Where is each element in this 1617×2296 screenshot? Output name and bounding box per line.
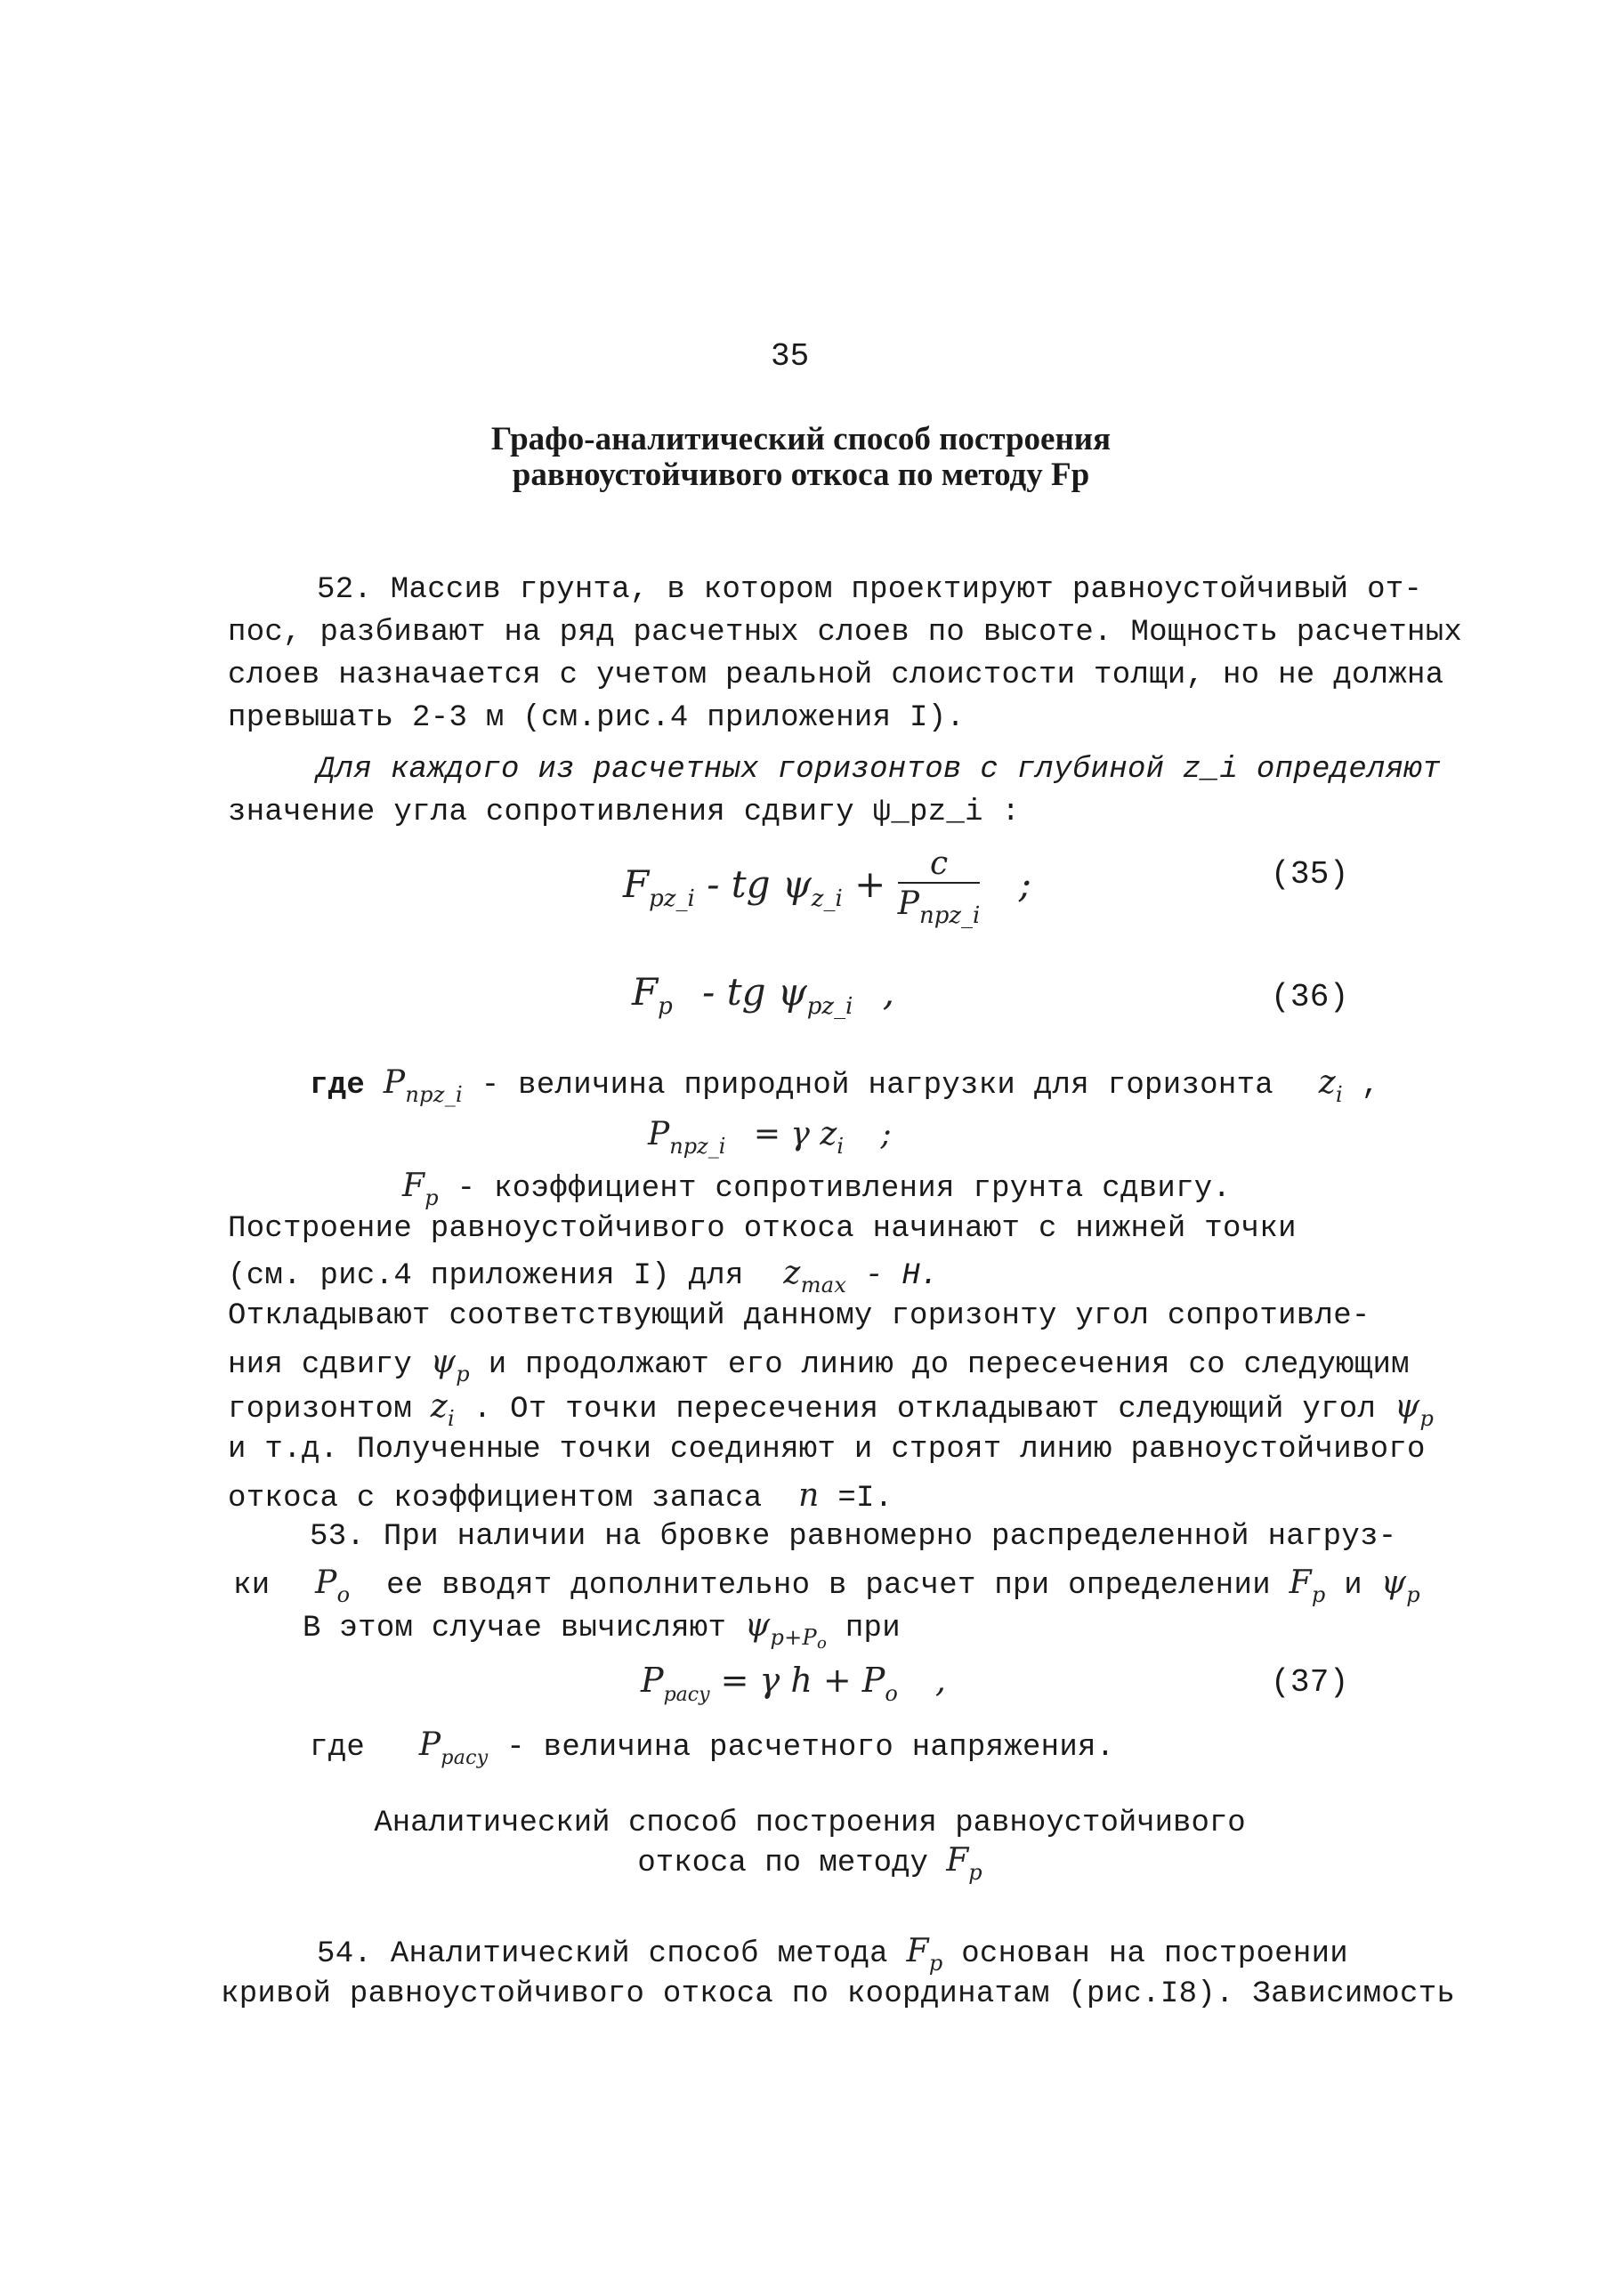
eq35-end: ; [1018,862,1031,906]
laying-line-5b: =I. [837,1482,893,1516]
paragraph-52-line-3: слоев назначается с учетом реальной слоистости толщи, но не должна [228,659,1444,692]
eq35-frac-den: P [897,885,919,922]
paragraph-53-line-2c: и [1344,1569,1363,1603]
equation-36-number: (36) [1271,979,1349,1015]
eq35-lhs-sub: pz_i [649,885,695,912]
paragraph-53-line-3 [303,1607,901,1653]
laying-line-5 [228,1477,893,1516]
laying-line-2b: и продолжают его линию до пересечения со следующим [488,1348,1410,1382]
equation-35-number: (35) [1271,856,1349,893]
construction-line-1: Построение равноустойчивого откоса начинают с нижней точки [228,1212,1297,1246]
eq36-end: , [882,970,895,1014]
p53-po-sub: o [336,1582,351,1607]
eq35-frac-num: c [898,845,981,884]
section-title-line-2: равноустойчивого откоса по методу Fp [512,457,1090,493]
where-label: где [310,1069,366,1103]
laying-line-3 [228,1388,1434,1431]
p53-po: P [315,1564,337,1601]
laying-psi-2-sub: p [1419,1406,1435,1431]
eq35-rhs: - tg ψ [707,862,812,906]
where-line-3 [310,1726,1114,1769]
page-number: 35 [771,338,810,375]
where3-sym: P [418,1726,441,1763]
section-2-title-line-1: Аналитический способ построения равноустойчивого [374,1807,1246,1840]
eq36-rhs: - tg ψ [702,970,807,1014]
section-2-title-line-2 [320,1842,1299,1885]
laying-psi: ψ [430,1344,457,1380]
where1-comma: , [1361,1069,1380,1103]
zmax-rest: - H. [864,1259,939,1293]
laying-line-1: Откладывают соответствующий данному горизонту угол сопротивле- [228,1299,1370,1333]
eq35-fraction [898,845,981,929]
paragraph-54-line-1a: 54. Аналитический способ метода [317,1937,888,1971]
p53-fp-sub: p [1311,1582,1326,1607]
paragraph-53-line-2a: ки [233,1569,271,1603]
where2-sym-sub: p [424,1185,439,1210]
safety-n: n [798,1477,820,1514]
where1-text: - величина природной нагрузки для горизонта [481,1069,1273,1103]
section-title-line-1: Графо-аналитический способ построения [490,421,1112,457]
eq35-lhs: F [623,862,650,906]
construction-line-2 [228,1255,939,1298]
construction-line-2-text: (см. рис.4 приложения I) для [228,1259,744,1293]
laying-psi-2: ψ [1394,1388,1420,1425]
paragraph-52-line-4: превышать 2-3 м (см.рис.4 приложения I). [228,701,966,735]
eq37-lhs: P [641,1661,664,1700]
where1-sym-sub: npz_i [405,1082,464,1107]
p53-psi: ψ [1380,1564,1407,1601]
eq37-lhs-sub: pacy [663,1684,710,1706]
paragraph-53-line-2b: ее вводят дополнительно в расчет при определении [386,1569,1271,1603]
eq37-rhs: = γ h + P [720,1661,885,1700]
equation-35 [623,845,1031,929]
eq36-lhs: F [632,970,659,1014]
p53-fp: F [1289,1564,1312,1601]
laying-z-sub: i [448,1406,456,1431]
eq36-lhs-sub: p [658,993,673,1020]
where2-sym: F [402,1168,425,1204]
laying-z: z [430,1388,449,1425]
eqpn-end: ; [880,1116,892,1152]
laying-line-2 [228,1344,1410,1386]
equation-37 [641,1661,946,1706]
where1-z-sub: i [1335,1082,1343,1107]
laying-line-3a: горизонтом [228,1393,413,1427]
eqpn-rhs-sub: i [837,1134,845,1159]
eq37-rhs-sub: o [885,1681,898,1706]
paragraph-52-line-1: 52. Массив грунта, в котором проектируют равноустойчивый от- [317,573,1423,607]
p54-fp-sub: p [928,1951,943,1976]
laying-line-4: и т.д. Полученные точки соединяют и строят линию равноустойчивого [228,1433,1426,1467]
p53-psi-ppo-sub-o: o [816,1634,828,1653]
eq37-end: , [934,1661,947,1700]
where3-text: - величина расчетного напряжения. [506,1731,1115,1765]
equation-36 [632,970,894,1020]
laying-line-3b: . От точки пересечения откладывают следующий угол [473,1393,1377,1427]
paragraph-53-line-2 [233,1564,1420,1607]
equation-natural-load [648,1116,892,1159]
p54-fp: F [906,1933,929,1969]
p53-psi-ppo-sub: p+P [770,1625,817,1650]
paragraph-54-line-1 [317,1933,1348,1976]
where-line-1 [310,1064,1379,1107]
equation-37-number: (37) [1271,1664,1349,1701]
eqpn-rhs: = γ z [753,1116,837,1152]
laying-psi-sub: p [456,1362,470,1386]
where2-text: - коэффициент сопротивления грунта сдвигу. [457,1172,1232,1206]
paragraph-53-line-3b: при [845,1612,901,1645]
where-line-2 [402,1168,1231,1210]
laying-line-5a: откоса с коэффициентом запаса [228,1482,763,1516]
eqpn-lhs: P [648,1116,670,1152]
where3-label: где [310,1731,366,1765]
paragraph-53-line-3a: В этом случае вычисляют [303,1612,727,1645]
where1-z: z [1318,1064,1336,1101]
laying-line-2a: ния сдвигу [228,1348,413,1382]
eq35-frac-den-sub: npz_i [918,902,981,929]
where1-sym: P [383,1064,406,1101]
p53-psi-sub: p [1406,1582,1420,1607]
section-2-fp-sub: p [968,1860,982,1885]
eq35-plus: + [854,862,886,906]
horizons-line-2: значение угла сопротивления сдвигу ψ_pz_i : [228,796,1021,829]
eq36-rhs-sub: pz_i [806,993,853,1020]
p53-psi-ppo: ψ [744,1607,771,1644]
paragraph-54-line-2: кривой равноустойчивого откоса по координатам (рис.I8). Зависимость [221,1977,1456,2011]
section-2-fp: F [946,1842,969,1879]
zmax-sym: z [783,1255,801,1291]
zmax-sub: max [800,1273,847,1298]
eq35-rhs-sub: z_i [811,885,843,912]
paragraph-52-line-2: пос, разбивают на ряд расчетных слоев по высоте. Мощность расчетных [228,616,1463,650]
horizons-line-1: Для каждого из расчетных горизонтов с глубиной z_i определяют [317,753,1441,787]
eqpn-lhs-sub: npz_i [669,1134,726,1159]
paragraph-53-line-1: 53. При наличии на бровке равномерно распределенной нагруз- [310,1520,1397,1554]
section-2-title-line-2a: откоса по методу [637,1847,928,1880]
paragraph-54-line-1b: основан на построении [961,1937,1348,1971]
where3-sym-sub: pacy [441,1747,489,1769]
